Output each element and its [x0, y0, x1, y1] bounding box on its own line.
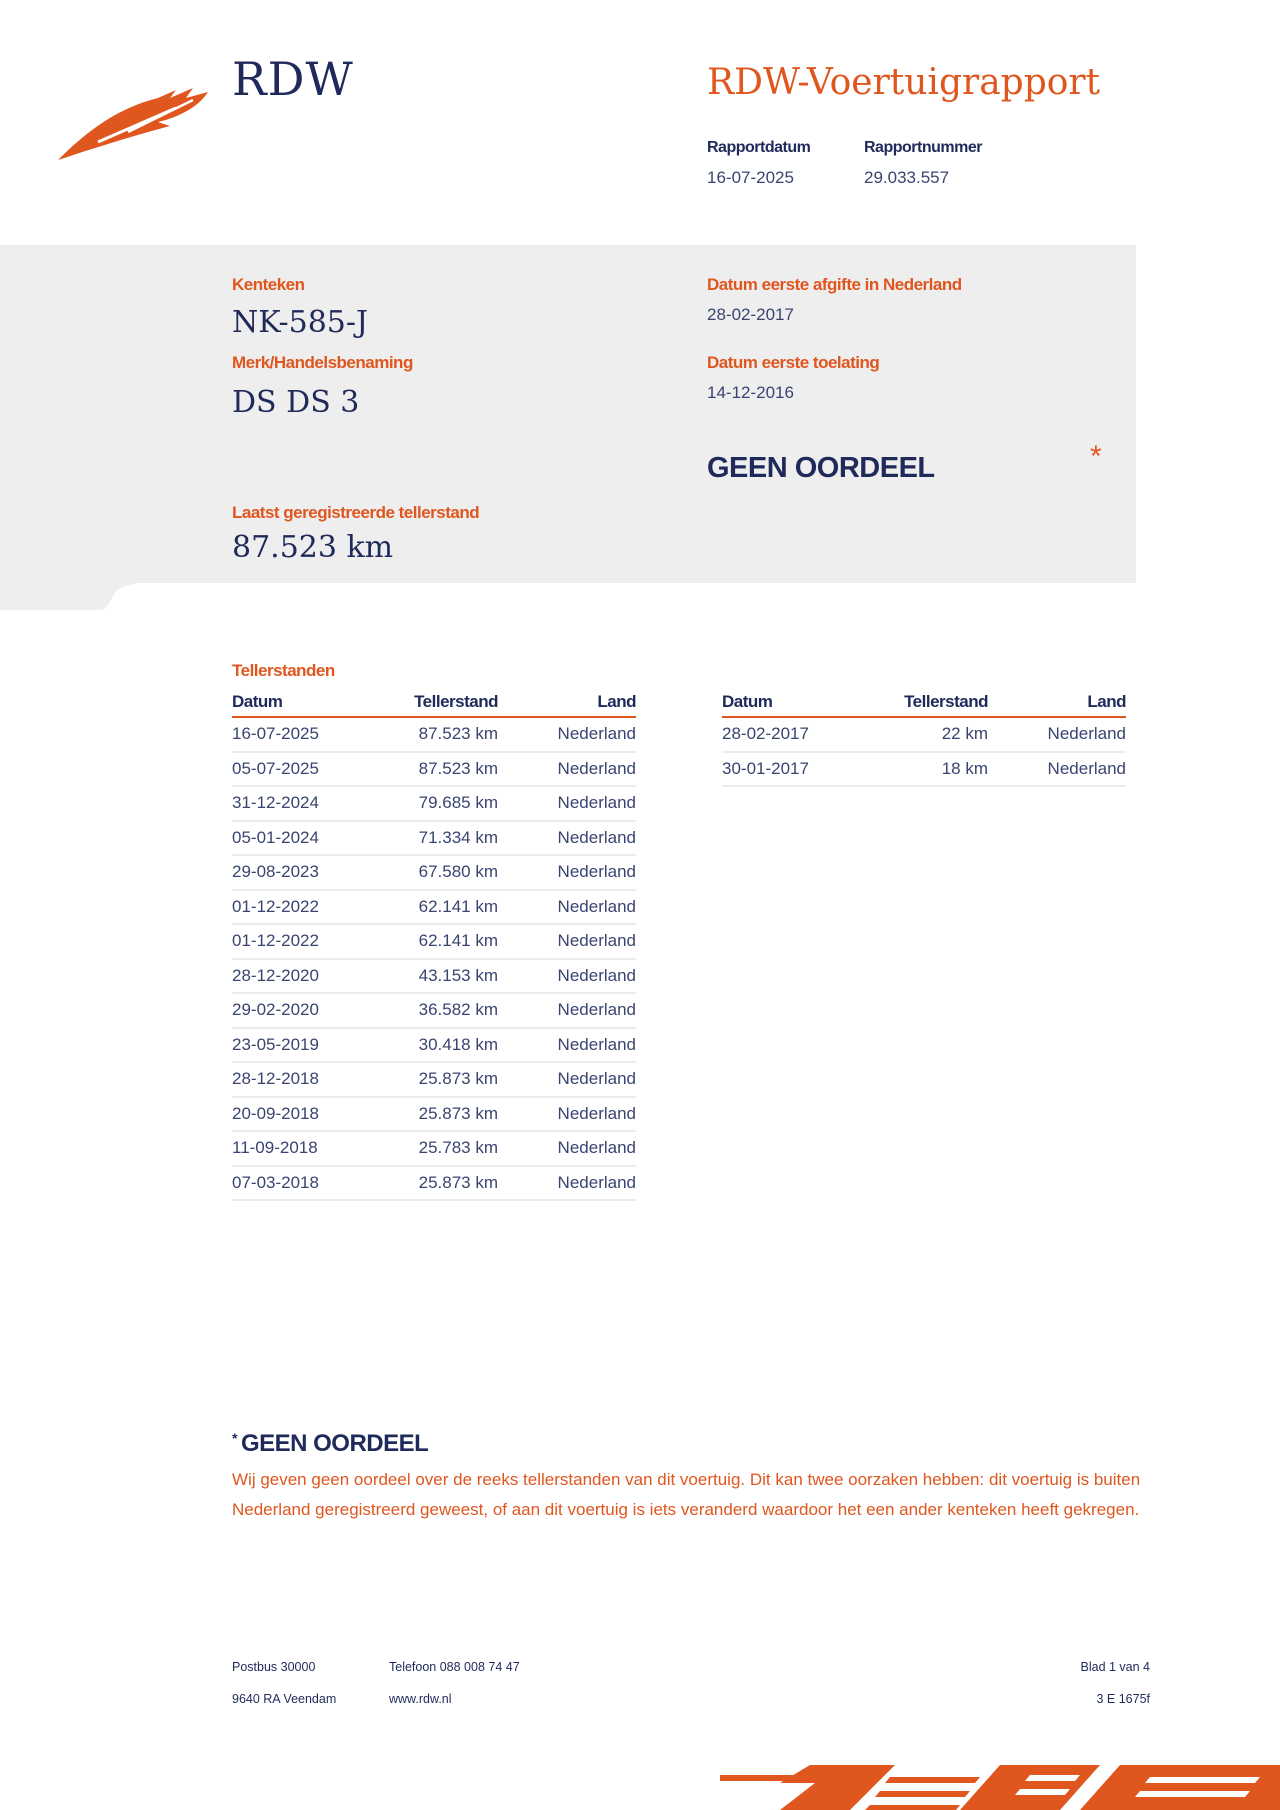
report-date: 16-07-2025: [707, 168, 794, 187]
table-row: [232, 890, 636, 925]
table-header-row: [232, 688, 636, 717]
table-row: [722, 717, 1126, 752]
report-number: 29.033.557: [864, 168, 950, 187]
cell-date: 23-05-2019: [232, 1028, 382, 1063]
cell-country: Nederland: [498, 821, 636, 856]
rdw-stripes-graphic-icon: [720, 1755, 1280, 1810]
column-header-country: Land: [498, 688, 636, 717]
cell-date: 16-07-2025: [232, 717, 382, 752]
note-star: *: [232, 1430, 237, 1446]
cell-country: Nederland: [498, 959, 636, 994]
footer-code: 3 E 1675f: [1096, 1692, 1150, 1706]
cell-reading: 62.141 km: [382, 924, 498, 959]
table-row: [232, 752, 636, 787]
plate-label: Kenteken: [232, 275, 305, 294]
footer-postal-city: 9640 RA Veendam: [232, 1692, 337, 1706]
cell-reading: 79.685 km: [382, 786, 498, 821]
make-value: DS DS 3: [232, 385, 360, 420]
cell-reading: 18 km: [872, 752, 988, 787]
table-row: [232, 1028, 636, 1063]
column-header-reading: Tellerstand: [872, 688, 988, 717]
table-row: [232, 855, 636, 890]
cell-reading: 43.153 km: [382, 959, 498, 994]
cell-reading: 62.141 km: [382, 890, 498, 925]
first-admission-label: Datum eerste toelating: [707, 353, 880, 372]
footer-po-box: Postbus 30000: [232, 1660, 316, 1674]
cell-reading: 71.334 km: [382, 821, 498, 856]
odometer-table-right: [722, 688, 1126, 787]
cell-date: 20-09-2018: [232, 1097, 382, 1132]
note-title: [232, 1430, 428, 1458]
table-row: [232, 1166, 636, 1201]
verdict: GEEN OORDEEL: [707, 452, 935, 484]
table-header-row: [722, 688, 1126, 717]
note-text: Wij geven geen oordeel over de reeks tellerstanden van dit voertuig. Dit kan twee oorzaken hebben: dit voertuig is buiten Nederland geregistreerd geweest, of aan dit voertuig is iets veranderd waardoor het een ander kenteken heeft gekregen.: [232, 1470, 1141, 1519]
cell-country: Nederland: [498, 1166, 636, 1201]
first-issue-nl-label: Datum eerste afgifte in Nederland: [707, 275, 962, 294]
footer-website: www.rdw.nl: [389, 1692, 452, 1706]
cell-country: Nederland: [498, 786, 636, 821]
cell-date: 07-03-2018: [232, 1166, 382, 1201]
panel-notch-decoration: [0, 582, 140, 610]
brand-name: RDW: [232, 52, 354, 106]
table-row: [232, 993, 636, 1028]
cell-date: 05-07-2025: [232, 752, 382, 787]
vehicle-summary-panel: [0, 245, 1136, 583]
cell-date: 28-12-2020: [232, 959, 382, 994]
last-odometer-value: 87.523 km: [232, 530, 394, 565]
table-row: [232, 786, 636, 821]
cell-country: Nederland: [498, 855, 636, 890]
column-header-country: Land: [988, 688, 1126, 717]
cell-reading: 87.523 km: [382, 717, 498, 752]
first-issue-nl-value: 28-02-2017: [707, 305, 794, 324]
cell-country: Nederland: [498, 1097, 636, 1132]
cell-country: Nederland: [988, 752, 1126, 787]
cell-reading: 25.873 km: [382, 1166, 498, 1201]
cell-country: Nederland: [498, 924, 636, 959]
plate-value: NK-585-J: [232, 305, 369, 340]
report-date-label: Rapportdatum: [707, 139, 811, 156]
cell-country: Nederland: [498, 1028, 636, 1063]
cell-date: 31-12-2024: [232, 786, 382, 821]
cell-country: Nederland: [498, 1062, 636, 1097]
report-title: RDW-Voertuigrapport: [707, 62, 1101, 103]
cell-country: Nederland: [498, 752, 636, 787]
cell-reading: 25.873 km: [382, 1062, 498, 1097]
table-row: [722, 752, 1126, 787]
table-row: [232, 1062, 636, 1097]
rdw-feather-logo-icon: [58, 80, 208, 162]
cell-date: 01-12-2022: [232, 924, 382, 959]
cell-date: 05-01-2024: [232, 821, 382, 856]
cell-reading: 22 km: [872, 717, 988, 752]
cell-reading: 25.783 km: [382, 1131, 498, 1166]
table-row: [232, 717, 636, 752]
cell-date: 28-02-2017: [722, 717, 872, 752]
column-header-reading: Tellerstand: [382, 688, 498, 717]
table-row: [232, 821, 636, 856]
cell-reading: 36.582 km: [382, 993, 498, 1028]
table-row: [232, 924, 636, 959]
verdict-star: *: [1090, 440, 1102, 473]
cell-date: 29-08-2023: [232, 855, 382, 890]
cell-country: Nederland: [498, 717, 636, 752]
make-label: Merk/Handelsbenaming: [232, 353, 413, 372]
table-row: [232, 959, 636, 994]
cell-country: Nederland: [988, 717, 1126, 752]
cell-reading: 67.580 km: [382, 855, 498, 890]
cell-date: 01-12-2022: [232, 890, 382, 925]
table-row: [232, 1131, 636, 1166]
cell-date: 28-12-2018: [232, 1062, 382, 1097]
last-odometer-label: Laatst geregistreerde tellerstand: [232, 503, 480, 522]
cell-reading: 87.523 km: [382, 752, 498, 787]
report-number-label: Rapportnummer: [864, 139, 982, 156]
table-row: [232, 1097, 636, 1132]
cell-reading: 30.418 km: [382, 1028, 498, 1063]
footer-page: Blad 1 van 4: [1080, 1660, 1150, 1674]
odometer-section-title: Tellerstanden: [232, 661, 335, 680]
first-admission-value: 14-12-2016: [707, 383, 794, 402]
cell-country: Nederland: [498, 993, 636, 1028]
cell-country: Nederland: [498, 1131, 636, 1166]
column-header-date: Datum: [722, 688, 872, 717]
footer-phone: Telefoon 088 008 74 47: [389, 1660, 520, 1674]
cell-date: 11-09-2018: [232, 1131, 382, 1166]
cell-reading: 25.873 km: [382, 1097, 498, 1132]
cell-country: Nederland: [498, 890, 636, 925]
note-title-text: GEEN OORDEEL: [240, 1430, 429, 1457]
column-header-date: Datum: [232, 688, 382, 717]
odometer-table-left: [232, 688, 636, 1201]
cell-date: 29-02-2020: [232, 993, 382, 1028]
cell-date: 30-01-2017: [722, 752, 872, 787]
